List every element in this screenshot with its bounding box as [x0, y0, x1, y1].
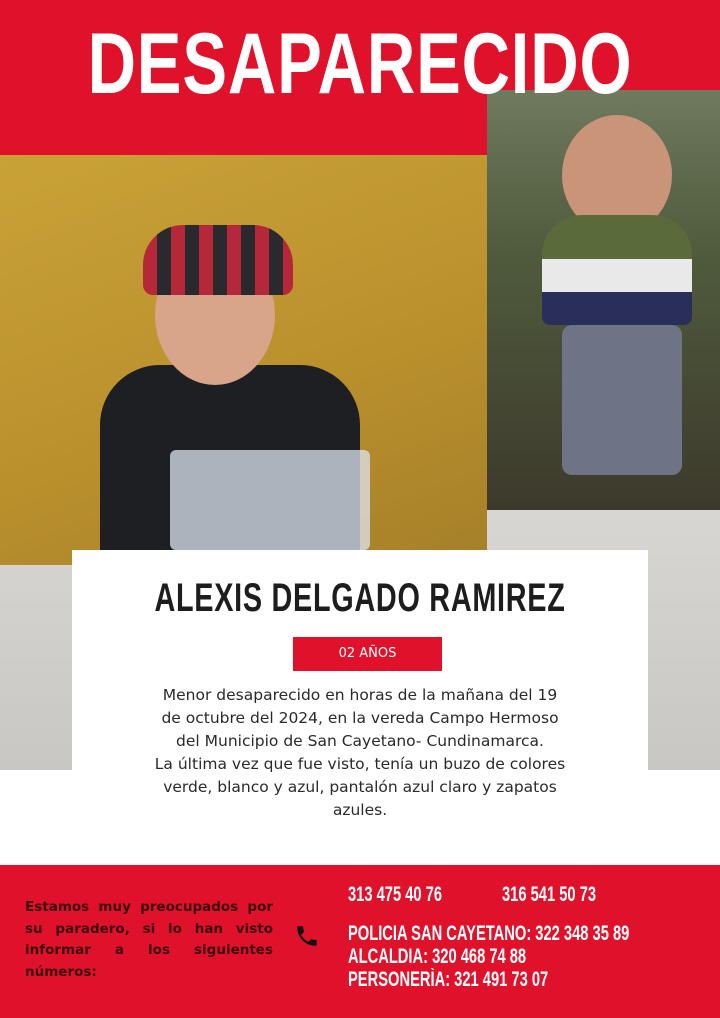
phone-icon [294, 922, 320, 950]
police-contact[interactable]: POLICIA SAN CAYETANO: 322 348 35 89 [348, 922, 630, 945]
description-line: La última vez que fue visto, tenía un buzo de colores [154, 755, 566, 773]
child-photo-right [487, 90, 720, 510]
age-badge: 02 AÑOS [293, 637, 442, 671]
person-name: ALEXIS DELGADO RAMIREZ [154, 576, 566, 620]
description-line: azules. [332, 801, 388, 819]
child-photo-left [0, 155, 487, 565]
description-line: verde, blanco y azul, pantalón azul claro y zapatos [163, 778, 557, 796]
concern-message: Estamos muy preocupados por su paradero, si lo han visto informar a los siguientes números: [25, 899, 273, 980]
phone-number-2[interactable]: 316 541 50 73 [502, 883, 597, 906]
description [110, 684, 610, 822]
page-title: DESAPARECIDO [87, 16, 633, 112]
mayor-contact[interactable]: ALCALDIA: 320 468 74 88 [348, 945, 527, 968]
description-line: del Municipio de San Cayetano- Cundinamarca. [176, 732, 544, 750]
phone-number-1[interactable]: 313 475 40 76 [348, 883, 443, 906]
description-line: Menor desaparecido en horas de la mañana del 19 [162, 686, 558, 704]
description-line: de octubre del 2024, en la vereda Campo Hermoso [161, 709, 559, 727]
personeria-contact[interactable]: PERSONERÌA: 321 491 73 07 [348, 968, 549, 991]
